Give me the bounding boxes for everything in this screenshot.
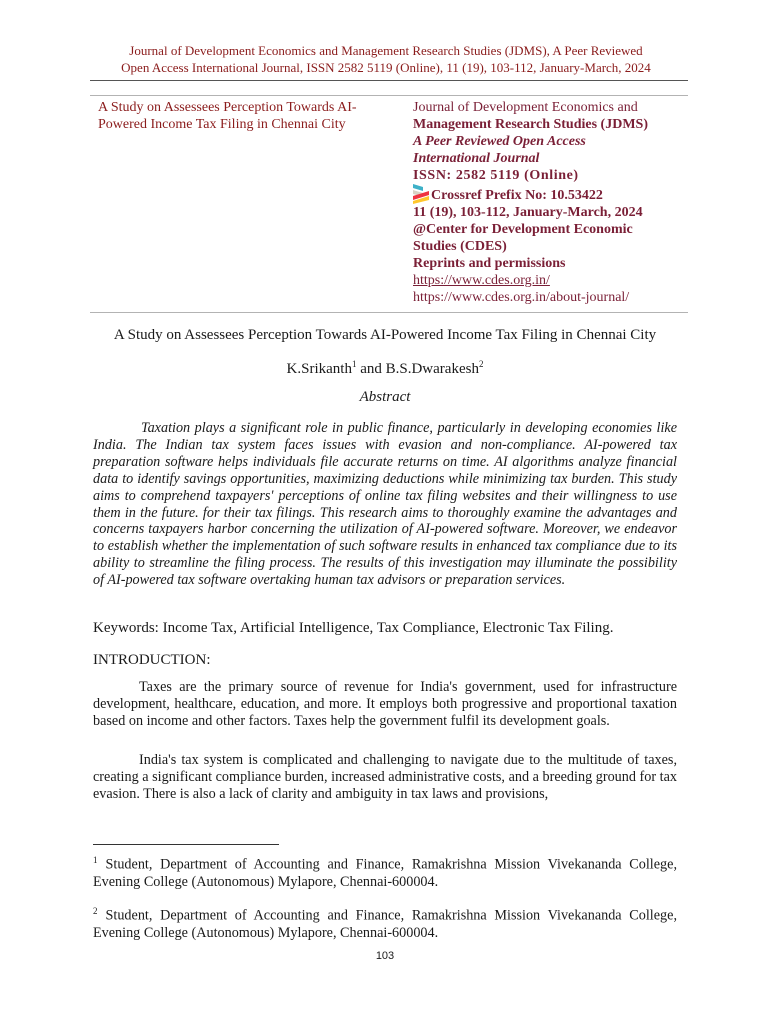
body-paragraph: India's tax system is complicated and challenging to navigate due to the multitude of taxes, creating a significant compliance burden, increased administrative costs, and a breeding ground for tax evasion. There is also a lack of clarity and ambiguity in tax laws and provisions, — [93, 752, 677, 803]
peer-review-line1: A Peer Reviewed Open Access — [413, 134, 586, 149]
footnote-mark: 2 — [93, 906, 98, 916]
journal-info-panel — [413, 99, 693, 306]
footnote-divider — [93, 844, 279, 845]
abstract-text: Taxation plays a significant role in public finance, particularly in developing economies like India. The Indian tax system faces issues with evasion and non-compliance. AI-powered tax preparation software helps individuals file accurate returns on time. AI algorithms analyze financial data to identify savings opportunities, maximizing deductions while minimizing tax burden. This study aims to comprehend taxpayers' perceptions of online tax filing websites and their willingness to use them in the future. for their tax filings. This research aims to thoroughly examine the advantages and concerns taxpayers harbor concerning the utilization of AI-powered software. Moreover, we endeavor to establish whether the implementation of such software results in enhanced tax compliance due to its ability to streamline the filing process. The results of this investigation may illuminate the possibility of AI-powered tax software overtaking human tax advisors or preparation services. — [93, 420, 677, 589]
footnote-mark: 1 — [93, 855, 98, 865]
running-header-line1: Journal of Development Economics and Management Research Studies (JDMS), A Peer Reviewed — [129, 43, 643, 58]
crossref-logo-icon — [413, 184, 429, 204]
info-box-article-title: A Study on Assessees Perception Towards AI-Powered Income Tax Filing in Chennai City — [98, 100, 357, 132]
author-name: K.Srikanth — [286, 361, 352, 377]
issue-details: 11 (19), 103-112, January-March, 2024 — [413, 205, 643, 220]
about-journal-link[interactable]: https://www.cdes.org.in/about-journal/ — [413, 290, 630, 305]
journal-home-link[interactable]: https://www.cdes.org.in/ — [413, 273, 550, 288]
abstract-heading: Abstract — [359, 389, 411, 405]
info-box-top-rule — [90, 95, 688, 96]
author-joiner: and — [356, 361, 386, 377]
crossref-line — [413, 184, 693, 204]
footnote-text: Student, Department of Accounting and Finance, Ramakrishna Mission Vivekananda College, Evening College (Autonomous) Mylapore, Chennai-600004. — [93, 856, 677, 891]
footnote-text: Student, Department of Accounting and Finance, Ramakrishna Mission Vivekananda College, Evening College (Autonomous) Mylapore, Chennai-600004. — [93, 907, 677, 942]
body-paragraph: Taxes are the primary source of revenue for India's government, used for infrastructure development, healthcare, education, and more. It employs both progressive and proportional taxation based on income and other factors. Taxes help the government fulfil its development goals. — [93, 679, 677, 730]
footnote — [93, 903, 677, 943]
author-line — [60, 359, 710, 378]
reprints-permissions: Reprints and permissions — [413, 256, 566, 271]
publisher-line1: @Center for Development Economic — [413, 222, 633, 237]
paper-title: A Study on Assessees Perception Towards AI-Powered Income Tax Filing in Chennai City — [113, 327, 657, 343]
section-heading-introduction: INTRODUCTION: — [93, 652, 211, 668]
running-header — [80, 42, 692, 76]
journal-name-line1: Journal of Development Economics and — [413, 100, 638, 115]
journal-name-line2: Management Research Studies (JDMS) — [413, 117, 648, 132]
issn-line: ISSN: 2582 5119 (Online) — [413, 168, 579, 183]
author-affiliation-mark: 1 — [351, 359, 357, 369]
author-affiliation-mark: 2 — [478, 359, 484, 369]
header-divider — [90, 80, 688, 81]
crossref-prefix: Crossref Prefix No: 10.53422 — [431, 188, 603, 203]
running-header-line2: Open Access International Journal, ISSN 2582 5119 (Online), 11 (19), 103-112, January-March, 2024 — [121, 60, 651, 75]
publisher-line2: Studies (CDES) — [413, 239, 507, 254]
author-name: B.S.Dwarakesh — [385, 361, 479, 377]
peer-review-line2: International Journal — [413, 151, 540, 166]
page-number: 103 — [375, 950, 395, 962]
keywords: Keywords: Income Tax, Artificial Intelligence, Tax Compliance, Electronic Tax Filing. — [93, 620, 614, 636]
info-box-bottom-rule — [90, 312, 688, 313]
footnote — [93, 852, 677, 892]
